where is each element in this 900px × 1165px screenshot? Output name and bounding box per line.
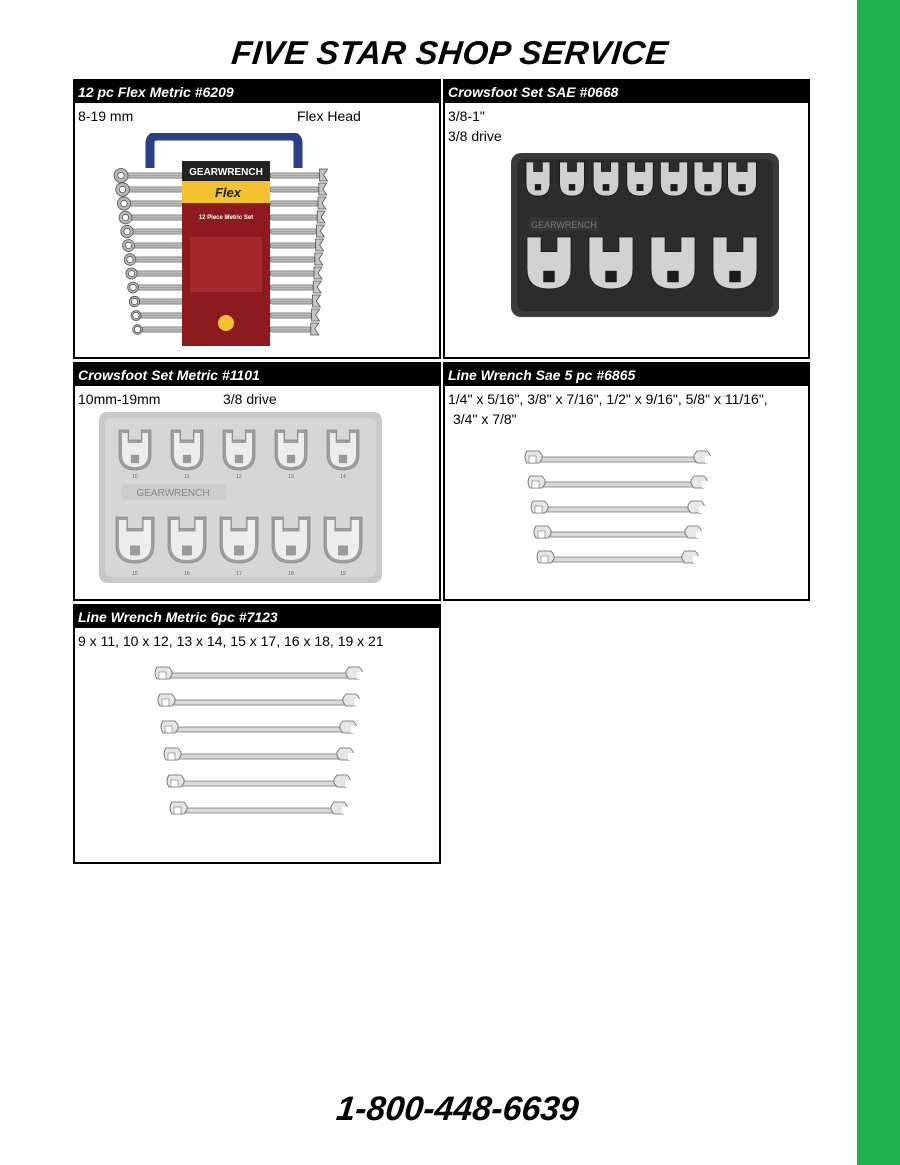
tray-size-label: 17 [236,571,242,577]
page-title: FIVE STAR SHOP SERVICE [229,34,671,71]
product-panel-flex-metric [73,79,441,359]
tray-size-label: 14 [340,474,346,480]
green-side-bar [857,0,900,1165]
flex-wrench-rack-image [110,133,340,348]
product-spec-range: 8-19 mm [78,108,134,124]
tray-size-label: 10 [132,474,138,480]
product-spec-sizes: 1/4" x 5/16", 3/8" x 7/16", 1/2" x 9/16", 5/8" x 11/16", [448,391,768,407]
product-spec-drive: 3/8 drive [448,128,502,144]
product-title: Crowsfoot Set SAE #0668 [445,81,808,103]
crowsfoot-metric-tray-image [99,412,384,584]
tray-size-label: 11 [184,474,190,480]
product-spec-sizes: 9 x 11, 10 x 12, 13 x 14, 15 x 17, 16 x 18, 19 x 21 [78,633,384,649]
product-title: 12 pc Flex Metric #6209 [75,81,439,103]
product-title: Line Wrench Metric 6pc #7123 [75,606,439,628]
product-panel-crowsfoot-metric [73,362,441,601]
tray-size-label: 16 [184,571,190,577]
line-wrench-sae-image [521,446,716,578]
tray-size-label: 12 [236,474,242,480]
product-panel-line-wrench-metric [73,604,441,864]
pack-flex-text: Flex [214,185,242,200]
pack-brand-text: GEARWRENCH [189,167,263,178]
product-title: Crowsfoot Set Metric #1101 [75,364,439,386]
product-panel-crowsfoot-sae [443,79,810,359]
product-spec-drive: 3/8 drive [223,391,277,407]
product-spec-type: Flex Head [297,108,361,124]
product-spec-range: 3/8-1" [448,108,485,124]
product-spec-range: 10mm-19mm [78,391,161,407]
product-panel-line-wrench-sae [443,362,810,601]
tray-size-label: 15 [132,571,138,577]
product-spec-sizes-cont: 3/4" x 7/8" [453,411,517,427]
pack-subtitle-text: 12 Piece Metric Set [198,215,254,221]
tray-size-label: 19 [340,571,346,577]
line-wrench-metric-image [151,662,371,834]
crowsfoot-sae-tray-image [511,151,781,319]
tray-size-label: 18 [288,571,294,577]
product-title: Line Wrench Sae 5 pc #6865 [445,364,808,386]
tray-size-label: 13 [288,474,294,480]
tray-brand-text: GEARWRENCH [136,488,210,499]
tray-brand-text: GEARWRENCH [531,220,597,230]
phone-number: 1-800-448-6639 [334,1090,581,1128]
